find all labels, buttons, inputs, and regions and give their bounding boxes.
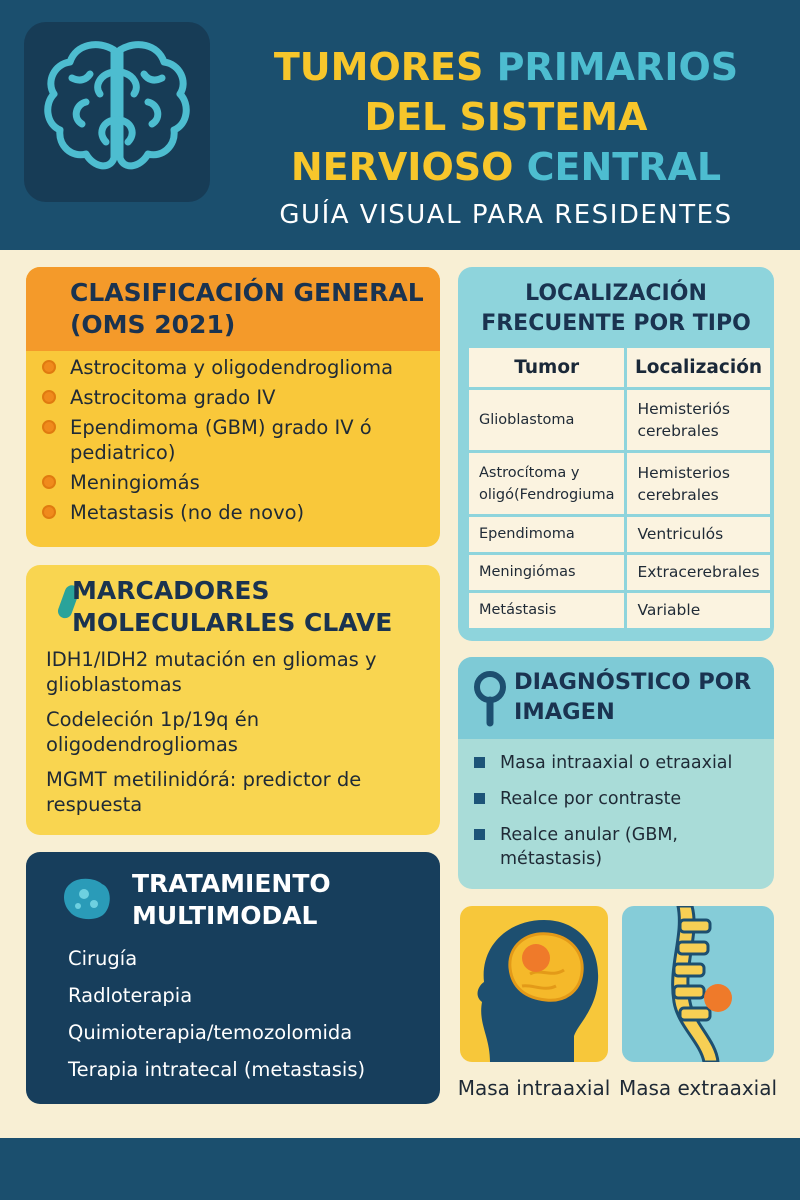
markers-list: [46, 647, 436, 827]
treatment-title: TRATAMIENTO MULTIMODAL: [132, 869, 331, 930]
list-item: Quimioterapia/temozolomida: [68, 1021, 353, 1044]
head-tumor-icon: [460, 906, 608, 1062]
tumor-cell: Astrocítoma y oligó(Fendrogiuma: [468, 452, 626, 515]
bullet-icon: [474, 793, 485, 804]
list-item: IDH1/IDH2 mutación en gliomas y glioblastomas: [46, 648, 377, 696]
column-header: Tumor: [468, 347, 626, 389]
bullet-icon: [474, 829, 485, 840]
list-item: MGMT metilinidórá: predictor de respuesta: [46, 768, 362, 816]
location-cell: Variable: [626, 591, 771, 629]
bullet-icon: [42, 420, 56, 434]
bullet-icon: [42, 360, 56, 374]
bullet-icon: [42, 390, 56, 404]
list-item: Realce anular (GBM, métastasis): [472, 823, 774, 871]
location-title: LOCALIZACIÓN FRECUENTE POR TIPO: [481, 281, 751, 336]
location-cell: Ventriculós: [626, 515, 771, 553]
list-item: Realce por contraste: [472, 787, 774, 811]
tumor-cell: Glioblastoma: [468, 389, 626, 452]
magnifier-icon: [470, 669, 510, 729]
diagnosis-card: [458, 657, 774, 889]
location-table: [466, 345, 773, 631]
markers-card: [26, 565, 440, 835]
extraaxial-label: Masa extraaxial: [618, 1076, 778, 1100]
list-item: Terapia intratecal (metastasis): [68, 1058, 366, 1081]
list-item: Metastasis (no de novo): [42, 500, 440, 525]
list-item: Meningiomás: [42, 470, 440, 495]
spine-tumor-icon: [622, 906, 774, 1062]
treatment-card: [26, 852, 440, 1104]
classification-title: CLASIFICACIÓN GENERAL (OMS 2021): [26, 267, 440, 351]
list-item: Masa intraaxial o etraaxial: [472, 751, 774, 775]
list-item: Ependimoma (GBM) grado IV ó pediatrico): [42, 415, 440, 465]
header-banner: [0, 0, 800, 250]
table-header-row: [468, 347, 772, 389]
page-title: TUMORES PRIMARIOS DEL SISTEMA NERVIOSO CENTRAL: [273, 45, 739, 189]
column-header: Localización: [626, 347, 771, 389]
logo-tile: [24, 22, 210, 202]
list-item: Radloterapia: [68, 984, 193, 1007]
treatment-list: [68, 946, 365, 1094]
classification-card: [26, 267, 440, 547]
diagnosis-title: DIAGNÓSTICO POR IMAGEN: [458, 657, 774, 739]
location-card: [458, 267, 774, 641]
location-cell: Hemisteriós cerebrales: [626, 389, 771, 452]
location-cell: Extracerebrales: [626, 553, 771, 591]
bullet-icon: [42, 475, 56, 489]
classification-list: [26, 351, 440, 525]
intraaxial-illustration: [460, 906, 608, 1062]
table-row: [468, 452, 772, 515]
list-item: Cirugía: [68, 947, 138, 970]
bullet-icon: [42, 505, 56, 519]
tumor-cell: Ependimoma: [468, 515, 626, 553]
page-subtitle: GUÍA VISUAL PARA RESIDENTES: [279, 200, 733, 230]
cells-icon: [62, 874, 114, 922]
footer-bar: [0, 1138, 800, 1200]
list-item: Astrocitoma grado IV: [42, 385, 440, 410]
markers-title: MARCADORES MOLECULARLES CLAVE: [72, 576, 393, 637]
table-row: [468, 591, 772, 629]
tumor-cell: Metástasis: [468, 591, 626, 629]
list-item: Astrocitoma y oligodendroglioma: [42, 355, 440, 380]
location-cell: Hemisterios cerebrales: [626, 452, 771, 515]
extraaxial-illustration: [622, 906, 774, 1062]
bullet-icon: [474, 757, 485, 768]
tumor-cell: Meningiómas: [468, 553, 626, 591]
table-row: [468, 389, 772, 452]
brain-icon: [36, 32, 198, 192]
diagnosis-list: [458, 739, 774, 871]
table-row: [468, 553, 772, 591]
intraaxial-label: Masa intraaxial: [457, 1076, 611, 1100]
table-row: [468, 515, 772, 553]
list-item: Codeleción 1p/19q én oligodendrogliomas: [46, 708, 260, 756]
